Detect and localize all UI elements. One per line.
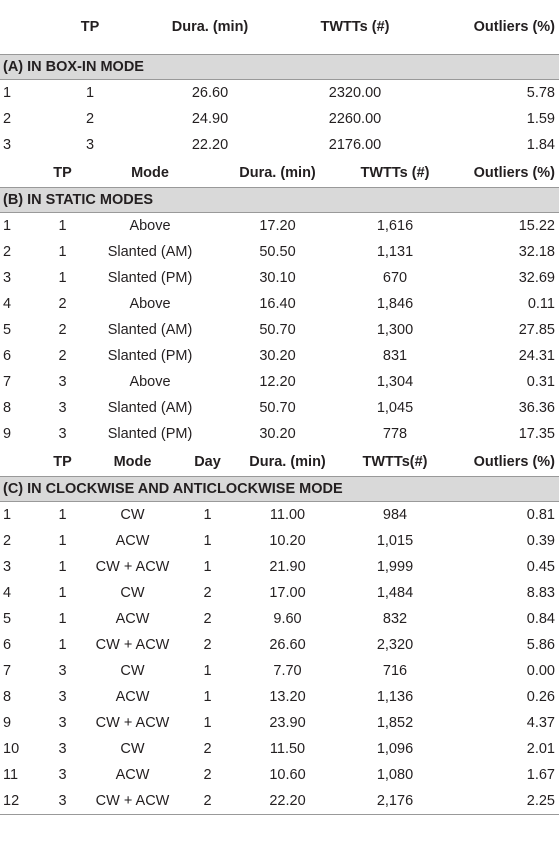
table-cell: 1,131 bbox=[376, 244, 414, 260]
header-duration: Dura. (min) bbox=[215, 158, 340, 188]
table-cell: 7 bbox=[3, 663, 12, 679]
table-row bbox=[0, 421, 559, 447]
table-cell: 5 bbox=[3, 611, 12, 627]
table-cell: 30.10 bbox=[259, 270, 296, 286]
section-a-title bbox=[0, 55, 559, 80]
table-cell: 1,852 bbox=[376, 715, 414, 731]
table-cell: Above bbox=[129, 296, 171, 312]
table-cell: 4.37 bbox=[526, 715, 555, 731]
table-cell: 0.31 bbox=[526, 374, 555, 390]
table-cell: 2 bbox=[3, 244, 12, 260]
table-cell: 26.60 bbox=[269, 637, 306, 653]
table-cell: Slanted (PM) bbox=[107, 348, 193, 364]
table-cell: 1 bbox=[58, 533, 67, 549]
table-cell: 24.90 bbox=[191, 111, 229, 127]
table-cell: 8 bbox=[3, 689, 12, 705]
table-cell: 1 bbox=[203, 533, 212, 549]
table-cell: 0.81 bbox=[526, 507, 555, 523]
table-row bbox=[0, 788, 559, 815]
header-twtts: TWTTs (#) bbox=[280, 0, 430, 55]
table-row bbox=[0, 632, 559, 658]
table-cell: 3 bbox=[58, 715, 67, 731]
table-cell: 0.84 bbox=[526, 611, 555, 627]
table-cell: 4 bbox=[3, 585, 12, 601]
table-row bbox=[0, 658, 559, 684]
table-cell: 2 bbox=[58, 322, 67, 338]
table-cell: 1,096 bbox=[376, 741, 414, 757]
table-cell: 3 bbox=[58, 426, 67, 442]
table-cell: 0.00 bbox=[526, 663, 555, 679]
table-row bbox=[0, 502, 559, 529]
table-row bbox=[0, 395, 559, 421]
table-cell: 2260.00 bbox=[328, 111, 382, 127]
table-cell: 50.50 bbox=[259, 244, 296, 260]
table-cell: 1.67 bbox=[526, 767, 555, 783]
table-static-modes bbox=[0, 158, 559, 447]
table-cell: 9 bbox=[3, 426, 12, 442]
table-cell: 1 bbox=[58, 611, 67, 627]
table-cell: 9.60 bbox=[273, 611, 302, 627]
table-cell: 16.40 bbox=[259, 296, 296, 312]
table-cell: 1 bbox=[58, 507, 67, 523]
table-cell: 50.70 bbox=[259, 322, 296, 338]
table-cell: 1.59 bbox=[526, 111, 555, 127]
table-cell: ACW bbox=[115, 533, 150, 549]
table-row bbox=[0, 528, 559, 554]
table-cell: 1,616 bbox=[376, 218, 414, 234]
table-row bbox=[0, 317, 559, 343]
header-twtts: TWTTs(#) bbox=[340, 447, 450, 477]
table-cell: 1 bbox=[58, 270, 67, 286]
table-cell: 3 bbox=[58, 400, 67, 416]
section-label: (B) IN STATIC MODES bbox=[0, 188, 559, 213]
table-cell: 3 bbox=[3, 559, 12, 575]
table-cell: 716 bbox=[382, 663, 408, 679]
table-row bbox=[0, 132, 559, 158]
table-cell: 0.39 bbox=[526, 533, 555, 549]
table-cell: 10.20 bbox=[269, 533, 306, 549]
table-cell: 24.31 bbox=[518, 348, 555, 364]
table-cell: 10.60 bbox=[269, 767, 306, 783]
table-cell: 27.85 bbox=[518, 322, 555, 338]
table-cell: 2 bbox=[203, 585, 212, 601]
table-cell: 984 bbox=[382, 507, 408, 523]
table-cell: 2320.00 bbox=[328, 85, 382, 101]
table-cell: 3 bbox=[58, 767, 67, 783]
section-c-title bbox=[0, 477, 559, 502]
table-cell: 3 bbox=[58, 374, 67, 390]
table-cell: CW + ACW bbox=[95, 637, 170, 653]
table-cell: 1 bbox=[203, 715, 212, 731]
table-cell: 2,320 bbox=[376, 637, 414, 653]
table-cell: 1,304 bbox=[376, 374, 414, 390]
table-row bbox=[0, 762, 559, 788]
table-clockwise-anticlockwise-mode bbox=[0, 447, 559, 815]
header-outliers: Outliers (%) bbox=[450, 447, 559, 477]
table-cell: 0.11 bbox=[527, 296, 555, 312]
header-mode: Mode bbox=[85, 447, 180, 477]
table-cell: 2 bbox=[203, 741, 212, 757]
header-index bbox=[0, 158, 40, 188]
table-row bbox=[0, 554, 559, 580]
table-cell: 7.70 bbox=[273, 663, 302, 679]
table-cell: 1 bbox=[203, 507, 212, 523]
table-cell: 17.00 bbox=[269, 585, 306, 601]
table-cell: 12.20 bbox=[259, 374, 296, 390]
table-cell: CW + ACW bbox=[95, 793, 170, 809]
table-cell: 3 bbox=[58, 689, 67, 705]
table-cell: 1 bbox=[203, 663, 212, 679]
table-row bbox=[0, 710, 559, 736]
table-cell: 30.20 bbox=[259, 426, 296, 442]
table-cell: 2 bbox=[203, 637, 212, 653]
table-cell: 1,136 bbox=[376, 689, 414, 705]
table-cell: 1,846 bbox=[376, 296, 414, 312]
table-row bbox=[0, 80, 559, 107]
table-cell: 2 bbox=[203, 793, 212, 809]
table-cell: 13.20 bbox=[269, 689, 306, 705]
section-label: (A) IN BOX-IN MODE bbox=[0, 55, 559, 80]
table-cell: 1,015 bbox=[376, 533, 414, 549]
table-cell: 32.18 bbox=[518, 244, 555, 260]
table-cell: 1 bbox=[58, 218, 67, 234]
table-cell: 832 bbox=[382, 611, 408, 627]
table-cell: ACW bbox=[115, 611, 150, 627]
table-cell: 1 bbox=[58, 244, 67, 260]
table-cell: 9 bbox=[3, 715, 12, 731]
table-cell: CW bbox=[120, 741, 145, 757]
table-cell: Slanted (PM) bbox=[107, 426, 193, 442]
table-cell: 0.26 bbox=[526, 689, 555, 705]
table-cell: 17.20 bbox=[259, 218, 296, 234]
section-label: (C) IN CLOCKWISE AND ANTICLOCKWISE MODE bbox=[0, 477, 559, 502]
table-cell: ACW bbox=[115, 689, 150, 705]
table-row bbox=[0, 343, 559, 369]
table-cell: 0.45 bbox=[526, 559, 555, 575]
table-cell: 32.69 bbox=[518, 270, 555, 286]
table-cell: 1,045 bbox=[376, 400, 414, 416]
table-cell: 15.22 bbox=[518, 218, 555, 234]
header-index bbox=[0, 447, 40, 477]
table-cell: 1,999 bbox=[376, 559, 414, 575]
table-cell: 12 bbox=[3, 793, 20, 809]
table-cell: 1 bbox=[203, 559, 212, 575]
table-cell: Above bbox=[129, 218, 171, 234]
table-cell: 21.90 bbox=[269, 559, 306, 575]
table-row bbox=[0, 213, 559, 240]
table-cell: Above bbox=[129, 374, 171, 390]
table-cell: 2176.00 bbox=[328, 137, 382, 153]
table-row bbox=[0, 369, 559, 395]
table-row bbox=[0, 684, 559, 710]
table-cell: Slanted (AM) bbox=[107, 244, 193, 260]
table-cell: 1 bbox=[58, 637, 67, 653]
table-row bbox=[0, 291, 559, 317]
table-cell: 17.35 bbox=[518, 426, 555, 442]
table-cell: 2.01 bbox=[526, 741, 555, 757]
table-cell: 1 bbox=[3, 85, 12, 101]
table-row bbox=[0, 580, 559, 606]
table-cell: 5.86 bbox=[526, 637, 555, 653]
table-cell: 36.36 bbox=[518, 400, 555, 416]
table-cell: 4 bbox=[3, 296, 12, 312]
table-cell: CW bbox=[120, 663, 145, 679]
header-tp: TP bbox=[40, 158, 85, 188]
section-b-title bbox=[0, 188, 559, 213]
table-cell: 2 bbox=[203, 767, 212, 783]
table-row bbox=[0, 239, 559, 265]
table-cell: Slanted (AM) bbox=[107, 322, 193, 338]
table-cell: 2 bbox=[203, 611, 212, 627]
table-cell: 5.78 bbox=[526, 85, 555, 101]
table-cell: 50.70 bbox=[259, 400, 296, 416]
header-duration: Dura. (min) bbox=[235, 447, 340, 477]
table-cell: Slanted (AM) bbox=[107, 400, 193, 416]
table-cell: 11.50 bbox=[269, 741, 306, 757]
table-cell: 26.60 bbox=[191, 85, 229, 101]
table-cell: 3 bbox=[3, 270, 12, 286]
table-cell: 22.20 bbox=[191, 137, 229, 153]
table-cell: ACW bbox=[115, 767, 150, 783]
table-box-in-mode bbox=[0, 0, 559, 158]
table-cell: 2 bbox=[3, 533, 12, 549]
table-cell: 2.25 bbox=[526, 793, 555, 809]
table-cell: 1,484 bbox=[376, 585, 414, 601]
table-cell: 2 bbox=[58, 348, 67, 364]
table-cell: CW + ACW bbox=[95, 715, 170, 731]
table-cell: 8.83 bbox=[526, 585, 555, 601]
header-duration: Dura. (min) bbox=[140, 0, 280, 55]
table-cell: 1,300 bbox=[376, 322, 414, 338]
table-cell: CW bbox=[120, 507, 145, 523]
table-cell: 2 bbox=[85, 111, 95, 127]
table-cell: 3 bbox=[58, 663, 67, 679]
table-cell: 3 bbox=[85, 137, 95, 153]
table-c-header bbox=[0, 447, 559, 477]
table-cell: CW + ACW bbox=[95, 559, 170, 575]
table-cell: 1,080 bbox=[376, 767, 414, 783]
table-a-header bbox=[0, 0, 559, 55]
header-tp: TP bbox=[40, 447, 85, 477]
table-cell: 11.00 bbox=[269, 507, 306, 523]
table-cell: 2,176 bbox=[376, 793, 414, 809]
table-cell: 11 bbox=[3, 767, 19, 783]
table-cell: 22.20 bbox=[269, 793, 306, 809]
table-cell: 1 bbox=[58, 585, 67, 601]
table-cell: Slanted (PM) bbox=[107, 270, 193, 286]
table-cell: 1.84 bbox=[526, 137, 555, 153]
header-day: Day bbox=[180, 447, 235, 477]
table-cell: 1 bbox=[85, 85, 95, 101]
table-cell: 778 bbox=[382, 426, 408, 442]
table-cell: 3 bbox=[58, 793, 67, 809]
table-cell: 2 bbox=[58, 296, 67, 312]
table-cell: 10 bbox=[3, 741, 20, 757]
table-cell: 1 bbox=[203, 689, 212, 705]
table-cell: 23.90 bbox=[269, 715, 306, 731]
table-cell: 831 bbox=[382, 348, 408, 364]
header-index bbox=[0, 0, 40, 55]
table-row bbox=[0, 265, 559, 291]
table-cell: 1 bbox=[3, 507, 12, 523]
table-cell: 6 bbox=[3, 348, 12, 364]
table-row bbox=[0, 106, 559, 132]
table-cell: 3 bbox=[3, 137, 12, 153]
header-mode: Mode bbox=[85, 158, 215, 188]
table-cell: 6 bbox=[3, 637, 12, 653]
table-cell: 7 bbox=[3, 374, 12, 390]
table-cell: 2 bbox=[3, 111, 12, 127]
table-cell: 30.20 bbox=[259, 348, 296, 364]
table-cell: 1 bbox=[58, 559, 67, 575]
header-twtts: TWTTs (#) bbox=[340, 158, 450, 188]
header-outliers: Outliers (%) bbox=[430, 0, 559, 55]
table-b-header bbox=[0, 158, 559, 188]
table-cell: 5 bbox=[3, 322, 12, 338]
table-cell: 670 bbox=[382, 270, 408, 286]
table-cell: 3 bbox=[58, 741, 67, 757]
header-tp: TP bbox=[40, 0, 140, 55]
table-cell: 8 bbox=[3, 400, 12, 416]
table-row bbox=[0, 606, 559, 632]
table-cell: 1 bbox=[3, 218, 12, 234]
header-outliers: Outliers (%) bbox=[450, 158, 559, 188]
table-cell: CW bbox=[120, 585, 145, 601]
table-row bbox=[0, 736, 559, 762]
